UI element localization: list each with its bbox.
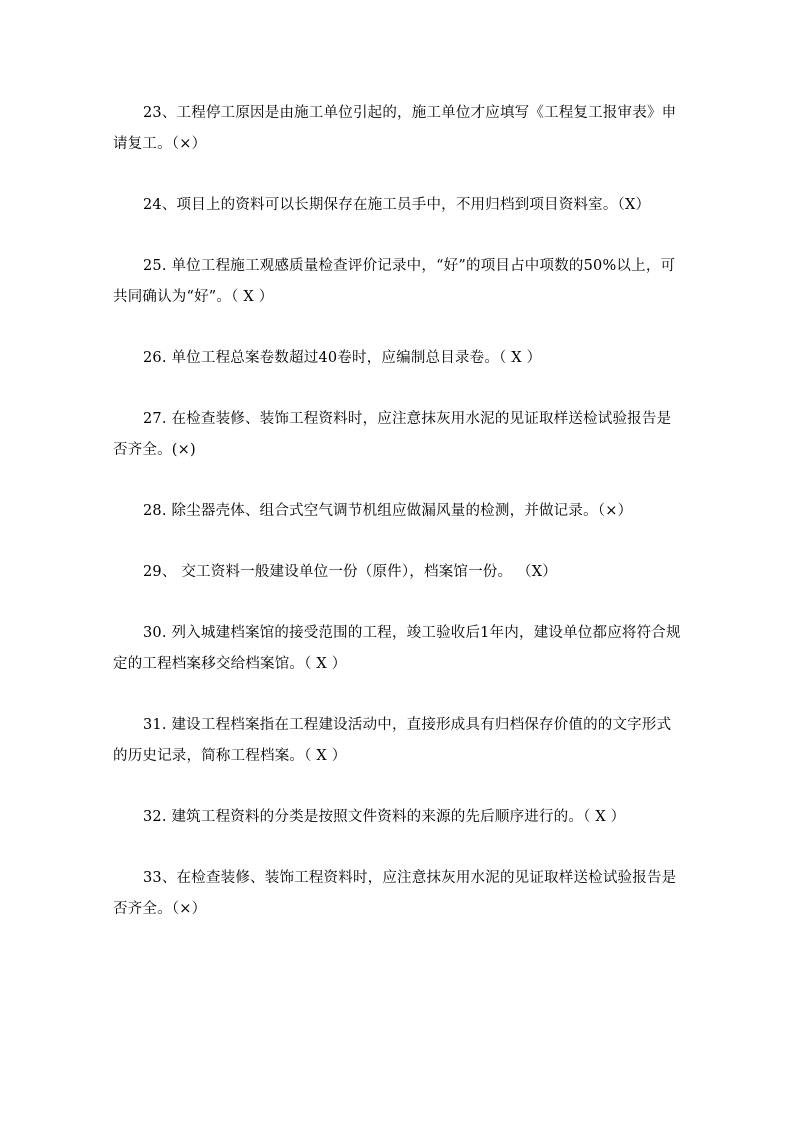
question-item-29: 29、 交工资料一般建设单位一份（原件），档案馆一份。 （X） [143,564,557,580]
question-item-31: 31. 建设工程档案指在工程建设活动中，直接形成具有归档保存价值的的文字形式的历史记录，简称工程档案。（ X ） [113,717,672,764]
question-item-27: 27. 在检查装修、装饰工程资料时，应注意抹灰用水泥的见证取样送检试验报告是否齐全。(×) [113,411,672,458]
question-item-25: 25. 单位工程施工观感质量检查评价记录中，“好”的项目占中项数的50%以上，可共同确认为“好”。（ X ） [113,258,676,305]
question-item-26: 26. 单位工程总案卷数超过40卷时，应编制总目录卷。（ X ） [143,350,542,366]
question-item-24: 24、项目上的资料可以长期保存在施工员手中，不用归档到项目资料室。（X） [143,197,651,213]
question-item-28: 28. 除尘器壳体、组合式空气调节机组应做漏风量的检测，并做记录。（×） [143,503,633,519]
question-item-23: 23、工程停工原因是由施工单位引起的，施工单位才应填写《工程复工报审表》申请复工。（×） [113,105,677,152]
question-list [113,98,681,955]
question-item-30: 30. 列入城建档案馆的接受范围的工程，竣工验收后1年内，建设单位都应将符合规定的工程档案移交给档案馆。（ X ） [113,625,681,672]
question-item-33: 33、在检查装修、装饰工程资料时，应注意抹灰用水泥的见证取样送检试验报告是否齐全。（×） [113,870,677,917]
question-item-32: 32. 建筑工程资料的分类是按照文件资料的来源的先后顺序进行的。（ X ） [143,809,626,825]
